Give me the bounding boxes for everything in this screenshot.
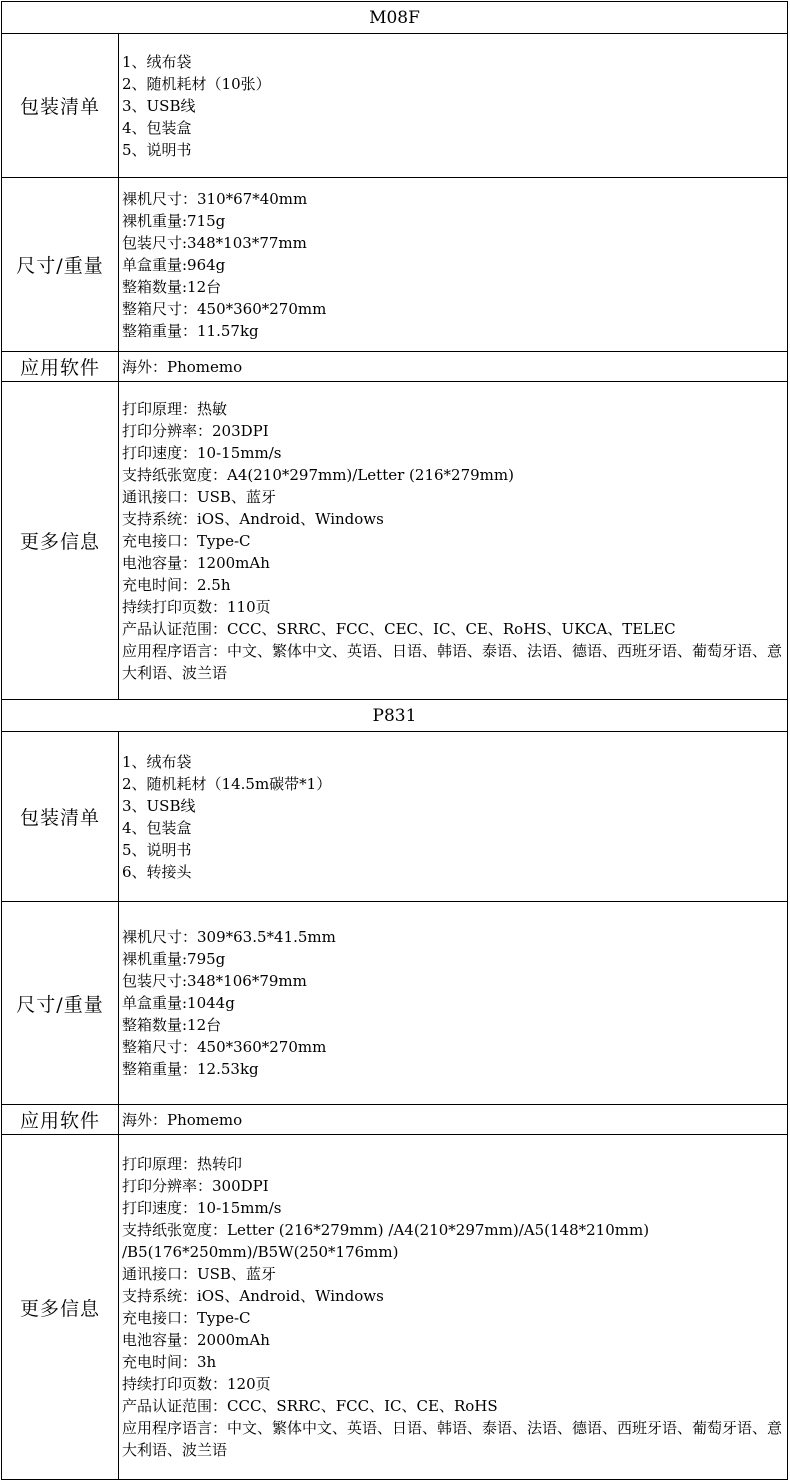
spec-line: 持续打印页数：120页 <box>122 1375 271 1393</box>
package-list-content <box>119 34 788 178</box>
spec-line: 裸机尺寸：309*63.5*41.5mm <box>122 928 336 946</box>
spec-table <box>1 1 788 1480</box>
spec-line: 电池容量：1200mAh <box>122 553 270 572</box>
spec-line: 打印原理：热转印 <box>122 1155 243 1173</box>
spec-line: 5、说明书 <box>122 840 192 859</box>
row-label-package-list: 包装清单 <box>2 732 119 902</box>
spec-line: 整箱尺寸：450*360*270mm <box>122 299 327 318</box>
row-label-size-weight: 尺寸/重量 <box>2 178 119 352</box>
spec-line: 整箱数量:12台 <box>122 1016 222 1034</box>
spec-line: 裸机重量:795g <box>122 950 226 968</box>
more-info-content <box>119 382 788 700</box>
app-software-content <box>119 352 788 382</box>
spec-row-more-info <box>2 382 788 700</box>
spec-row-app-software <box>2 352 788 382</box>
spec-line: 电池容量：2000mAh <box>122 1331 270 1349</box>
more-info-content <box>119 1135 788 1480</box>
spec-line: 应用程序语言：中文、繁体中文、英语、日语、韩语、泰语、法语、德语、西班牙语、葡萄牙语、意大利语、波兰语 <box>122 641 783 682</box>
spec-line: 海外：Phomemo <box>122 1110 243 1129</box>
spec-line: 单盒重量:1044g <box>122 994 235 1012</box>
spec-line: 充电时间：3h <box>122 1353 217 1371</box>
spec-line: 1、绒布袋 <box>122 52 192 71</box>
spec-line: 打印分辨率：203DPI <box>122 421 269 440</box>
row-label-package-list: 包装清单 <box>2 34 119 178</box>
app-software-content <box>119 1105 788 1135</box>
spec-line: 产品认证范围：CCC、SRRC、FCC、IC、CE、RoHS <box>122 1397 498 1415</box>
spec-line: 支持系统：iOS、Android、Windows <box>122 1287 384 1305</box>
model-title: P831 <box>2 700 788 732</box>
spec-line: 通讯接口：USB、蓝牙 <box>122 1265 276 1283</box>
spec-line: 充电接口：Type-C <box>122 531 251 550</box>
size-weight-content <box>119 902 788 1105</box>
spec-line: /B5(176*250mm)/B5W(250*176mm) <box>122 1243 399 1261</box>
row-label-size-weight: 尺寸/重量 <box>2 902 119 1105</box>
spec-line: 1、绒布袋 <box>122 752 192 771</box>
spec-line: 充电时间：2.5h <box>122 575 231 594</box>
spec-line: 应用程序语言：中文、繁体中文、英语、日语、韩语、泰语、法语、德语、西班牙语、葡萄牙语、意大利语、波兰语 <box>122 1419 783 1459</box>
row-label-more-info: 更多信息 <box>2 1135 119 1480</box>
row-label-app-software: 应用软件 <box>2 1105 119 1135</box>
spec-line: 支持系统：iOS、Android、Windows <box>122 509 384 528</box>
spec-line: 持续打印页数：110页 <box>122 597 271 616</box>
model-title-row <box>2 2 788 34</box>
spec-line: 裸机尺寸：310*67*40mm <box>122 189 308 208</box>
spec-line: 充电接口：Type-C <box>122 1309 251 1327</box>
spec-line: 2、随机耗材（10张） <box>122 74 271 93</box>
spec-row-app-software <box>2 1105 788 1135</box>
spec-line: 打印速度：10-15mm/s <box>122 443 282 462</box>
spec-line: 打印速度：10-15mm/s <box>122 1199 282 1217</box>
spec-line: 单盒重量:964g <box>122 255 226 274</box>
spec-line: 3、USB线 <box>122 96 196 115</box>
spec-line: 支持纸张宽度：Letter (216*279mm) /A4(210*297mm)/A5(148*210mm) <box>122 1221 650 1239</box>
size-weight-content <box>119 178 788 352</box>
spec-line: 2、随机耗材（14.5m碳带*1） <box>122 774 332 793</box>
spec-line: 6、转接头 <box>122 862 192 881</box>
spec-line: 整箱数量:12台 <box>122 277 222 296</box>
model-title: M08F <box>2 2 788 34</box>
package-list-content <box>119 732 788 902</box>
spec-row-size-weight <box>2 178 788 352</box>
spec-line: 4、包装盒 <box>122 818 192 837</box>
spec-row-more-info <box>2 1135 788 1480</box>
spec-line: 通讯接口：USB、蓝牙 <box>122 487 276 506</box>
spec-line: 支持纸张宽度：A4(210*297mm)/Letter (216*279mm) <box>122 465 514 484</box>
spec-line: 5、说明书 <box>122 140 192 159</box>
spec-line: 整箱尺寸：450*360*270mm <box>122 1038 327 1056</box>
spec-line: 打印分辨率：300DPI <box>122 1177 269 1195</box>
spec-row-package-list <box>2 732 788 902</box>
spec-line: 整箱重量：11.57kg <box>122 321 259 340</box>
spec-line: 海外：Phomemo <box>122 357 243 376</box>
spec-line: 4、包装盒 <box>122 118 192 137</box>
spec-row-package-list <box>2 34 788 178</box>
spec-line: 3、USB线 <box>122 796 196 815</box>
row-label-app-software: 应用软件 <box>2 352 119 382</box>
spec-line: 裸机重量:715g <box>122 211 226 230</box>
spec-line: 包装尺寸:348*106*79mm <box>122 972 307 990</box>
spec-line: 打印原理：热敏 <box>122 399 228 418</box>
spec-line: 包装尺寸:348*103*77mm <box>122 233 307 252</box>
row-label-more-info: 更多信息 <box>2 382 119 700</box>
model-title-row <box>2 700 788 732</box>
spec-line: 产品认证范围：CCC、SRRC、FCC、CEC、IC、CE、RoHS、UKCA、TELEC <box>122 619 676 638</box>
spec-line: 整箱重量：12.53kg <box>122 1060 259 1078</box>
spec-row-size-weight <box>2 902 788 1105</box>
